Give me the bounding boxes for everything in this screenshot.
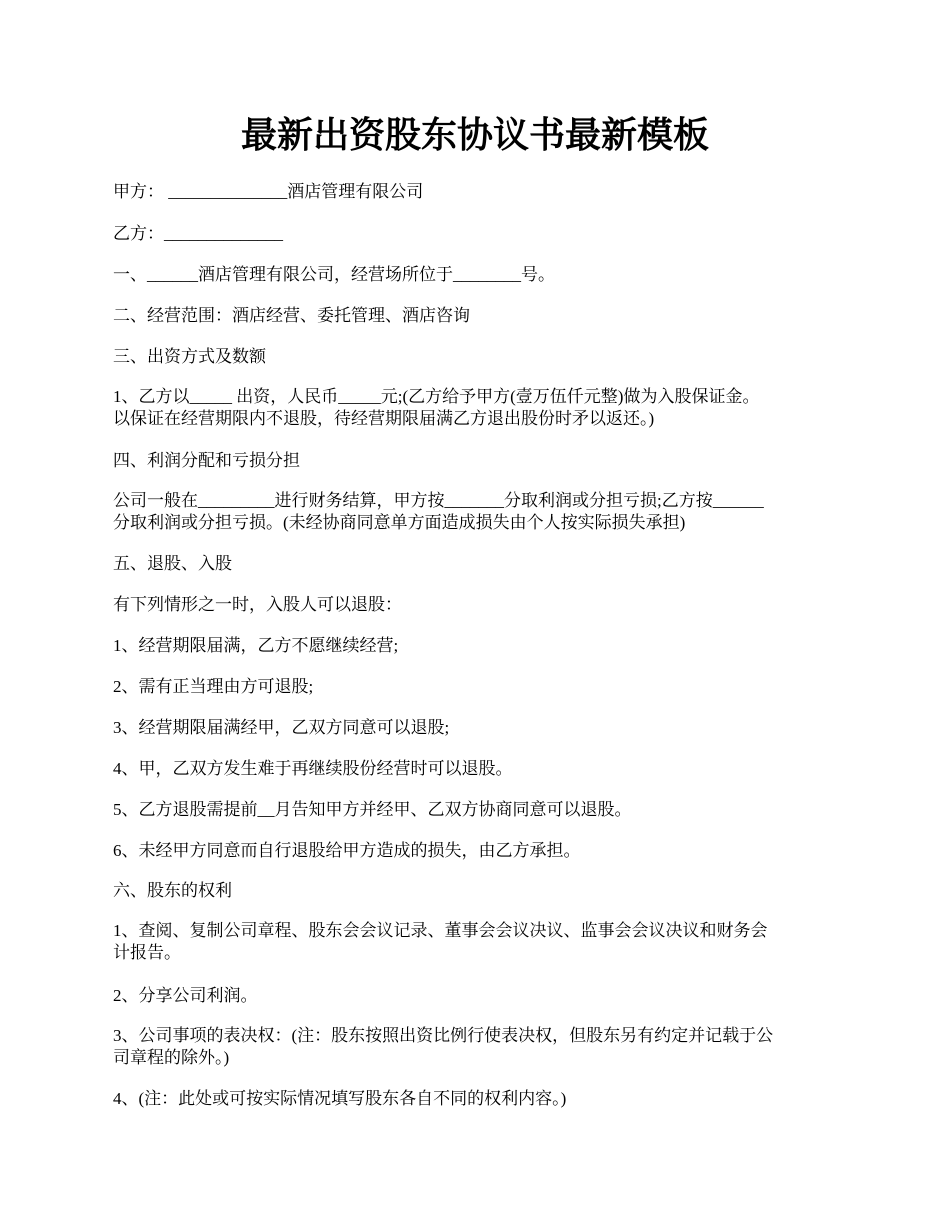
profit-line-2: 分取利润或分担亏损。(未经协商同意单方面造成损失由个人按实际损失承担) (113, 513, 686, 532)
document-title: 最新出资股东协议书最新模板 (240, 115, 709, 155)
rights-item-3-line-1: 3、公司事项的表决权：(注：股东按照出资比例行使表决权，但股东另有约定并记载于公 (113, 1026, 774, 1045)
withdrawal-item-4: 4、甲，乙双方发生难于再继续股份经营时可以退股。 (113, 759, 513, 778)
section-6-heading: 六、股东的权利 (113, 881, 232, 900)
investment-paragraph (113, 386, 833, 430)
rights-item-1-line-1: 1、查阅、复制公司章程、股东会会议记录、董事会会议决议、监事会会议决议和财务会 (113, 921, 768, 940)
rights-item-3-line-2: 司章程的除外。) (113, 1048, 230, 1067)
rights-item-1-line-2: 计报告。 (113, 943, 181, 962)
section-5-heading: 五、退股、入股 (113, 554, 232, 573)
party-a-line: 甲方： ______________酒店管理有限公司 (113, 182, 424, 201)
rights-item-2: 2、分享公司利润。 (113, 986, 258, 1005)
clause-1-company: 一、______酒店管理有限公司，经营场所位于________号。 (113, 265, 555, 284)
clause-2-scope: 二、经营范围：酒店经营、委托管理、酒店咨询 (113, 306, 470, 325)
withdrawal-item-5: 5、乙方退股需提前__月告知甲方并经甲、乙双方协商同意可以退股。 (113, 800, 632, 819)
section-4-heading: 四、利润分配和亏损分担 (113, 451, 300, 470)
section-3-heading: 三、出资方式及数额 (113, 347, 266, 366)
withdrawal-item-1: 1、经营期限届满，乙方不愿继续经营; (113, 636, 399, 655)
rights-item-3 (113, 1025, 833, 1069)
withdrawal-item-3: 3、经营期限届满经甲，乙双方同意可以退股; (113, 718, 450, 737)
profit-line-1: 公司一般在_________进行财务结算，甲方按_______分取利润或分担亏损;乙方按______ (113, 491, 764, 510)
withdrawal-item-2: 2、需有正当理由方可退股; (113, 677, 314, 696)
rights-item-4: 4、(注：此处或可按实际情况填写股东各自不同的权利内容。) (113, 1089, 567, 1108)
investment-line-1: 1、乙方以_____ 出资，人民币_____元;(乙方给予甲方(壹万伍仟元整)做为入股保证金。 (113, 387, 760, 406)
withdrawal-item-6: 6、未经甲方同意而自行退股给甲方造成的损失，由乙方承担。 (113, 841, 581, 860)
investment-line-2: 以保证在经营期限内不退股，待经营期限届满乙方退出股份时矛以返还。) (113, 409, 655, 428)
party-b-line: 乙方：______________ (113, 224, 283, 243)
withdrawal-intro: 有下列情形之一时，入股人可以退股： (113, 595, 402, 614)
profit-paragraph (113, 490, 833, 534)
rights-item-1 (113, 920, 833, 964)
